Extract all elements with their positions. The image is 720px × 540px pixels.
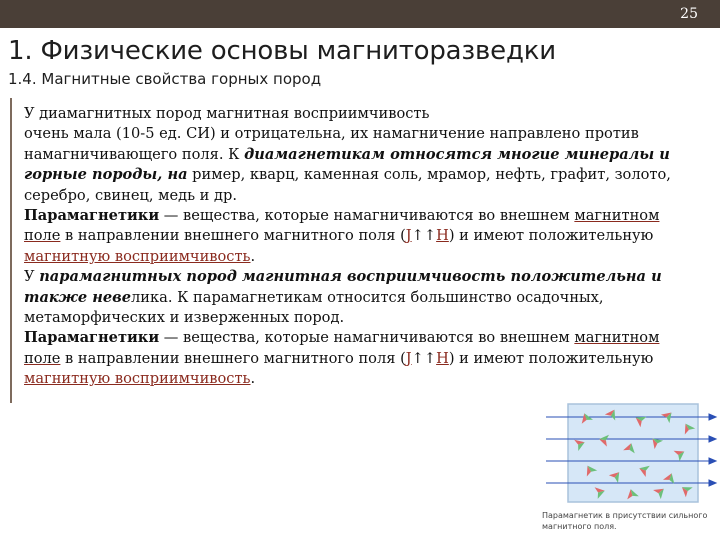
slide-number: 25 [680, 6, 698, 22]
j-link[interactable]: J [405, 349, 412, 367]
susceptibility-link[interactable]: магнитную восприимчивость [24, 370, 251, 388]
arrows: ↑↑ [411, 349, 437, 367]
top-bar [0, 0, 720, 28]
term: Парамагнетики [24, 329, 160, 347]
text: У [24, 268, 40, 286]
accent-line [10, 98, 12, 403]
susceptibility-link[interactable]: магнитную восприимчивость [24, 247, 251, 265]
arrow-head [709, 436, 716, 442]
text: очень мала (10-5 ед. СИ) и отрицательна, их намагничение направлено против намагничивающего поля. К [24, 125, 639, 163]
term: Парамагнетики [24, 207, 160, 225]
arrows: ↑↑ [411, 227, 437, 245]
slide-title: 1. Физические основы магниторазведки [8, 36, 556, 66]
paragraph-paramagnetic-rocks [24, 267, 684, 328]
arrow-head [709, 458, 716, 464]
text: ример, кварц, каменная соль, мрамор, нефть, графит, золото, серебро, свинец, медь и др. [24, 166, 671, 204]
arrow-head [709, 480, 716, 486]
emphasis: парамагнитных пород магнитная восприимчивость положительна и также неве [24, 268, 662, 306]
arrow-head [709, 414, 716, 420]
magnetic-field-link[interactable]: магнитном поле [24, 329, 660, 367]
magnetic-field-link[interactable]: магнитном поле [24, 207, 660, 245]
figure-caption: Парамагнетик в присутствии сильного магнитного поля. [542, 511, 708, 531]
text: У диамагнитных пород магнитная восприимчивость [24, 105, 430, 122]
text: — вещества, которые намагничиваются во внешнем [159, 329, 575, 347]
paragraph-diamagnetic [24, 104, 684, 206]
j-link[interactable]: J [405, 227, 412, 245]
h-link[interactable]: H [436, 349, 449, 367]
text: лика. К парамагнетикам относится большинство осадочных, метаморфических и изверженных пород. [24, 288, 604, 327]
emphasis: диамагнетикам относятся многие минералы и горные породы, на [24, 145, 670, 184]
text: . [250, 370, 256, 388]
text: ) и имеют положительную [448, 227, 654, 245]
paragraph-paramagnetics-1 [24, 206, 684, 267]
text: ) и имеют положительную [448, 349, 654, 367]
body-text [24, 104, 684, 390]
slide-subtitle: 1.4. Магнитные свойства горных пород [8, 70, 322, 88]
text: — вещества, которые намагничиваются во внешнем [159, 207, 575, 225]
paragraph-paramagnetics-2 [24, 328, 684, 389]
h-link[interactable]: H [436, 227, 449, 245]
text: в направлении внешнего магнитного поля ( [60, 349, 406, 367]
text: . [250, 247, 256, 265]
text: в направлении внешнего магнитного поля ( [60, 227, 406, 245]
